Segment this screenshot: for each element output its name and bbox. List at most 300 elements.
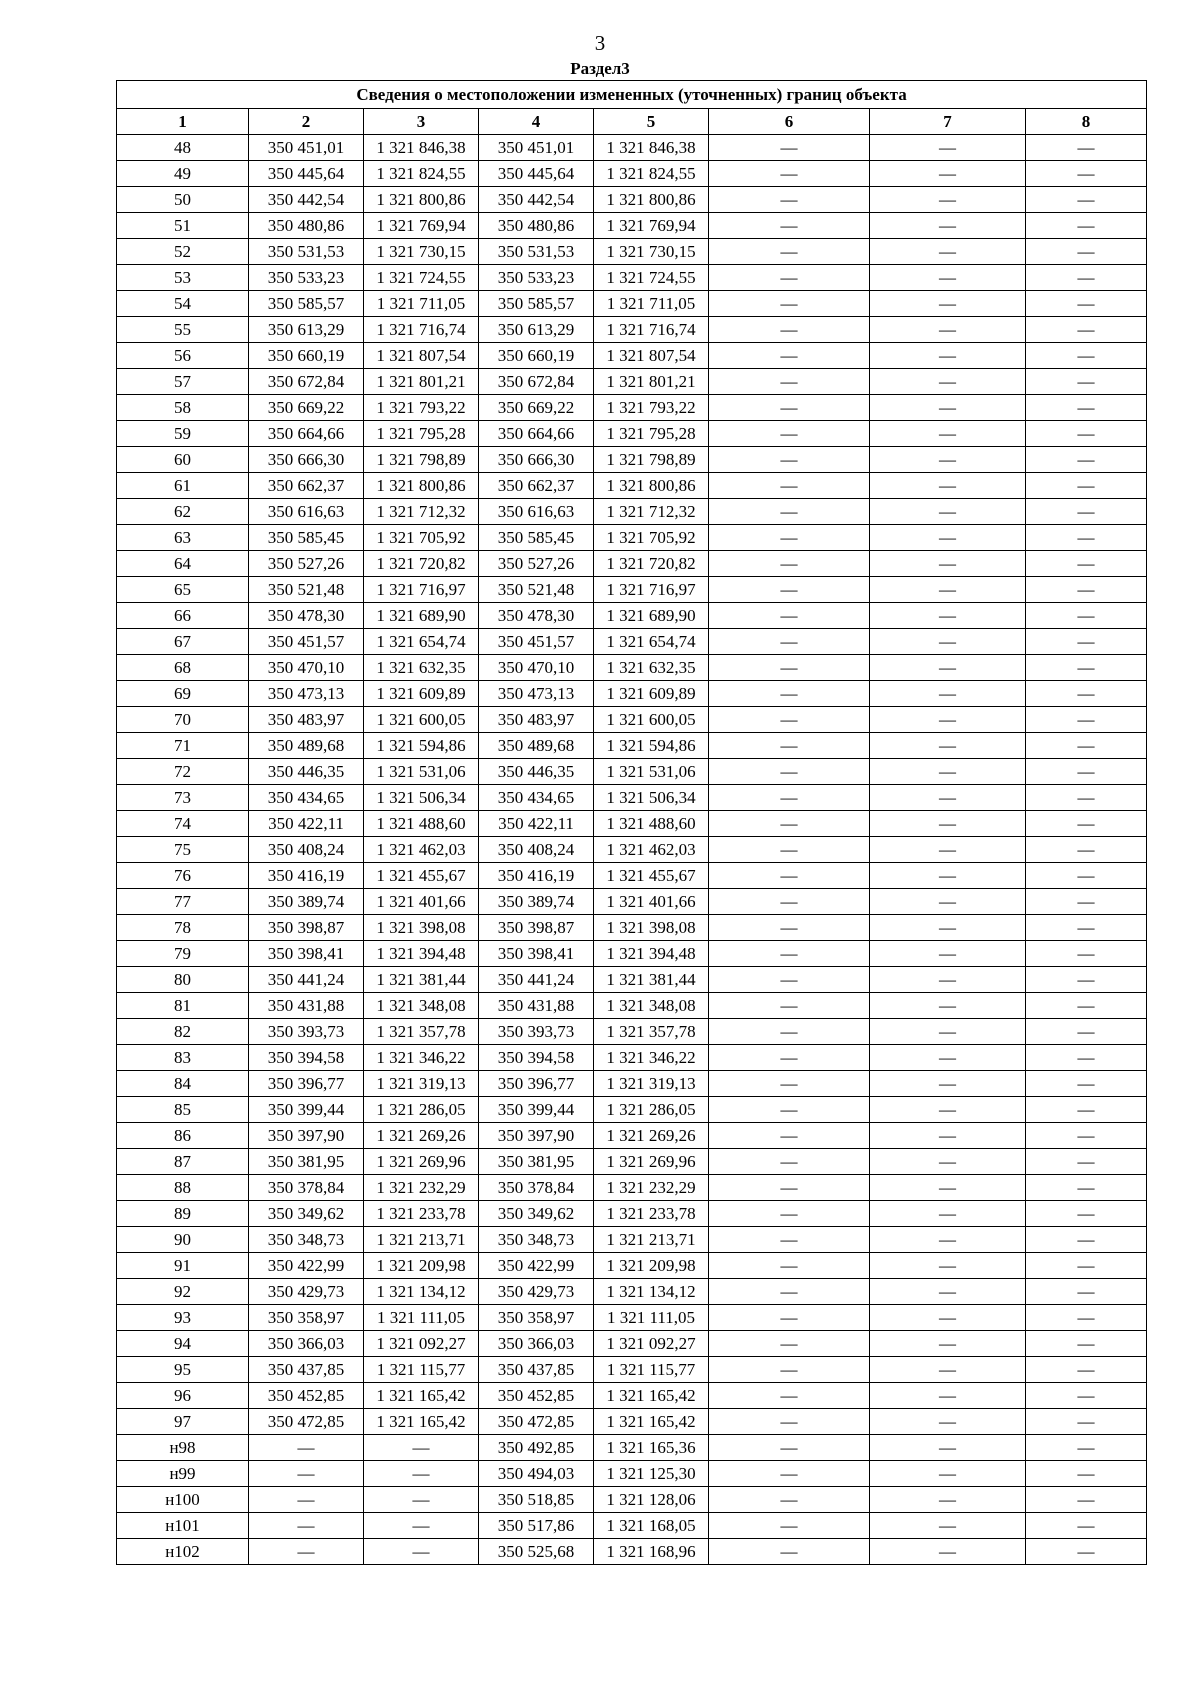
table-row bbox=[117, 447, 1147, 473]
table-cell: 1 321 824,55 bbox=[364, 161, 479, 187]
table-cell: — bbox=[709, 889, 870, 915]
table-cell: — bbox=[870, 863, 1026, 889]
table-cell: 75 bbox=[117, 837, 249, 863]
table-cell: 1 321 716,74 bbox=[364, 317, 479, 343]
table-row bbox=[117, 1383, 1147, 1409]
table-cell: 350 397,90 bbox=[249, 1123, 364, 1149]
table-cell: 350 480,86 bbox=[479, 213, 594, 239]
table-cell: 350 669,22 bbox=[479, 395, 594, 421]
table-cell: 1 321 398,08 bbox=[364, 915, 479, 941]
table-cell: 1 321 488,60 bbox=[594, 811, 709, 837]
table-row bbox=[117, 1461, 1147, 1487]
table-cell: — bbox=[1026, 889, 1147, 915]
table-cell: — bbox=[709, 1227, 870, 1253]
table-cell: 1 321 269,26 bbox=[364, 1123, 479, 1149]
table-cell: — bbox=[709, 1305, 870, 1331]
table-cell: — bbox=[870, 785, 1026, 811]
table-cell: 69 bbox=[117, 681, 249, 707]
table-cell: 350 451,57 bbox=[479, 629, 594, 655]
table-cell: 56 bbox=[117, 343, 249, 369]
table-cell: — bbox=[1026, 369, 1147, 395]
table-row bbox=[117, 369, 1147, 395]
table-cell: 1 321 115,77 bbox=[364, 1357, 479, 1383]
table-cell: 350 422,99 bbox=[249, 1253, 364, 1279]
table-cell: 1 321 724,55 bbox=[594, 265, 709, 291]
table-row bbox=[117, 525, 1147, 551]
table-cell: — bbox=[364, 1435, 479, 1461]
table-cell: — bbox=[709, 1487, 870, 1513]
table-cell: — bbox=[709, 915, 870, 941]
table-cell: — bbox=[870, 707, 1026, 733]
table-cell: 77 bbox=[117, 889, 249, 915]
table-row bbox=[117, 499, 1147, 525]
table-cell: 350 525,68 bbox=[479, 1539, 594, 1565]
table-cell: 350 431,88 bbox=[249, 993, 364, 1019]
table-cell: 1 321 462,03 bbox=[364, 837, 479, 863]
table-row bbox=[117, 239, 1147, 265]
table-cell: — bbox=[709, 161, 870, 187]
table-cell: — bbox=[870, 1019, 1026, 1045]
table-cell: — bbox=[709, 213, 870, 239]
table-cell: 1 321 801,21 bbox=[594, 369, 709, 395]
table-cell: 1 321 209,98 bbox=[364, 1253, 479, 1279]
table-cell: 1 321 165,36 bbox=[594, 1435, 709, 1461]
table-cell: — bbox=[709, 1513, 870, 1539]
table-cell: — bbox=[1026, 967, 1147, 993]
table-row bbox=[117, 759, 1147, 785]
table-row bbox=[117, 837, 1147, 863]
table-cell: 350 434,65 bbox=[249, 785, 364, 811]
table-cell: 350 494,03 bbox=[479, 1461, 594, 1487]
table-row bbox=[117, 655, 1147, 681]
table-cell: 350 585,57 bbox=[479, 291, 594, 317]
table-cell: 350 480,86 bbox=[249, 213, 364, 239]
column-header: 7 bbox=[870, 109, 1026, 135]
table-cell: — bbox=[1026, 603, 1147, 629]
table-cell: 1 321 798,89 bbox=[594, 447, 709, 473]
table-cell: — bbox=[709, 1461, 870, 1487]
table-cell: 1 321 600,05 bbox=[364, 707, 479, 733]
table-cell: н98 bbox=[117, 1435, 249, 1461]
table-cell: — bbox=[1026, 577, 1147, 603]
table-cell: — bbox=[870, 1409, 1026, 1435]
table-cell: 1 321 531,06 bbox=[594, 759, 709, 785]
table-cell: 350 437,85 bbox=[479, 1357, 594, 1383]
table-cell: — bbox=[1026, 1539, 1147, 1565]
table-cell: 350 434,65 bbox=[479, 785, 594, 811]
table-cell: — bbox=[709, 811, 870, 837]
table-cell: 350 473,13 bbox=[249, 681, 364, 707]
table-cell: 1 321 134,12 bbox=[364, 1279, 479, 1305]
table-cell: 48 bbox=[117, 135, 249, 161]
table-cell: — bbox=[709, 993, 870, 1019]
table-cell: — bbox=[1026, 759, 1147, 785]
table-cell: 350 660,19 bbox=[249, 343, 364, 369]
table-cell: 350 531,53 bbox=[249, 239, 364, 265]
table-cell: 1 321 111,05 bbox=[364, 1305, 479, 1331]
table-cell: 350 664,66 bbox=[249, 421, 364, 447]
table-cell: — bbox=[870, 369, 1026, 395]
table-cell: 1 321 232,29 bbox=[364, 1175, 479, 1201]
table-cell: 350 397,90 bbox=[479, 1123, 594, 1149]
table-cell: 350 616,63 bbox=[249, 499, 364, 525]
table-cell: 350 489,68 bbox=[479, 733, 594, 759]
table-cell: — bbox=[1026, 655, 1147, 681]
table-cell: 1 321 689,90 bbox=[364, 603, 479, 629]
table-cell: 1 321 795,28 bbox=[594, 421, 709, 447]
table-cell: — bbox=[709, 551, 870, 577]
table-cell: — bbox=[870, 993, 1026, 1019]
table-cell: 1 321 705,92 bbox=[364, 525, 479, 551]
table-cell: — bbox=[1026, 551, 1147, 577]
table-cell: 350 451,01 bbox=[249, 135, 364, 161]
table-cell: 350 666,30 bbox=[479, 447, 594, 473]
table-row bbox=[117, 1097, 1147, 1123]
table-cell: — bbox=[709, 759, 870, 785]
table-row bbox=[117, 1539, 1147, 1565]
table-cell: 350 613,29 bbox=[249, 317, 364, 343]
table-cell: 350 408,24 bbox=[479, 837, 594, 863]
table-cell: 60 bbox=[117, 447, 249, 473]
table-cell: — bbox=[709, 707, 870, 733]
table-cell: 350 521,48 bbox=[479, 577, 594, 603]
table-cell: — bbox=[870, 525, 1026, 551]
table-row bbox=[117, 473, 1147, 499]
table-cell: 49 bbox=[117, 161, 249, 187]
table-cell: — bbox=[870, 1045, 1026, 1071]
table-cell: 1 321 269,96 bbox=[364, 1149, 479, 1175]
table-cell: 350 416,19 bbox=[249, 863, 364, 889]
table-cell: 1 321 165,42 bbox=[364, 1383, 479, 1409]
table-cell: — bbox=[709, 1383, 870, 1409]
table-cell: — bbox=[709, 681, 870, 707]
table-cell: 350 518,85 bbox=[479, 1487, 594, 1513]
table-cell: — bbox=[1026, 1201, 1147, 1227]
table-cell: 1 321 609,89 bbox=[364, 681, 479, 707]
table-cell: 1 321 632,35 bbox=[594, 655, 709, 681]
table-cell: — bbox=[870, 1071, 1026, 1097]
table-cell: 50 bbox=[117, 187, 249, 213]
table-cell: — bbox=[249, 1539, 364, 1565]
table-cell: 96 bbox=[117, 1383, 249, 1409]
table-cell: — bbox=[249, 1513, 364, 1539]
table-cell: 350 533,23 bbox=[249, 265, 364, 291]
table-cell: — bbox=[870, 1513, 1026, 1539]
table-cell: 350 666,30 bbox=[249, 447, 364, 473]
table-cell: 1 321 800,86 bbox=[594, 187, 709, 213]
table-cell: 52 bbox=[117, 239, 249, 265]
table-cell: — bbox=[1026, 187, 1147, 213]
table-cell: 350 492,85 bbox=[479, 1435, 594, 1461]
table-cell: — bbox=[870, 317, 1026, 343]
table-cell: 350 470,10 bbox=[479, 655, 594, 681]
table-cell: 1 321 506,34 bbox=[364, 785, 479, 811]
table-cell: — bbox=[709, 1357, 870, 1383]
table-cell: — bbox=[1026, 707, 1147, 733]
table-cell: — bbox=[1026, 811, 1147, 837]
table-cell: — bbox=[1026, 1461, 1147, 1487]
table-cell: — bbox=[709, 1123, 870, 1149]
table-cell: — bbox=[709, 265, 870, 291]
column-header: 6 bbox=[709, 109, 870, 135]
table-cell: 350 349,62 bbox=[479, 1201, 594, 1227]
table-header-row bbox=[117, 109, 1147, 135]
table-cell: — bbox=[249, 1461, 364, 1487]
table-cell: — bbox=[870, 291, 1026, 317]
table-cell: 350 483,97 bbox=[249, 707, 364, 733]
table-cell: — bbox=[1026, 1149, 1147, 1175]
table-caption: Сведения о местоположении измененных (уточненных) границ объекта bbox=[117, 81, 1147, 109]
table-cell: 1 321 233,78 bbox=[364, 1201, 479, 1227]
table-row bbox=[117, 1357, 1147, 1383]
table-row bbox=[117, 1227, 1147, 1253]
table-cell: 80 bbox=[117, 967, 249, 993]
table-cell: 78 bbox=[117, 915, 249, 941]
table-row bbox=[117, 1305, 1147, 1331]
table-cell: — bbox=[709, 395, 870, 421]
table-cell: 350 416,19 bbox=[479, 863, 594, 889]
table-cell: 1 321 654,74 bbox=[364, 629, 479, 655]
table-row bbox=[117, 707, 1147, 733]
table-cell: — bbox=[364, 1513, 479, 1539]
table-cell: 1 321 632,35 bbox=[364, 655, 479, 681]
table-cell: 1 321 711,05 bbox=[594, 291, 709, 317]
table-cell: — bbox=[1026, 1097, 1147, 1123]
table-cell: — bbox=[870, 343, 1026, 369]
table-cell: 350 662,37 bbox=[249, 473, 364, 499]
table-cell: 350 472,85 bbox=[479, 1409, 594, 1435]
table-row bbox=[117, 577, 1147, 603]
table-cell: — bbox=[709, 1201, 870, 1227]
table-cell: 1 321 286,05 bbox=[594, 1097, 709, 1123]
table-cell: — bbox=[709, 135, 870, 161]
table-cell: н100 bbox=[117, 1487, 249, 1513]
table-cell: 53 bbox=[117, 265, 249, 291]
table-cell: 1 321 455,67 bbox=[594, 863, 709, 889]
table-cell: 76 bbox=[117, 863, 249, 889]
table-cell: 1 321 800,86 bbox=[364, 187, 479, 213]
table-cell: — bbox=[709, 577, 870, 603]
table-cell: 1 321 092,27 bbox=[364, 1331, 479, 1357]
table-cell: 350 660,19 bbox=[479, 343, 594, 369]
table-cell: 350 672,84 bbox=[249, 369, 364, 395]
table-cell: 1 321 730,15 bbox=[594, 239, 709, 265]
table-cell: 350 422,11 bbox=[249, 811, 364, 837]
column-header: 8 bbox=[1026, 109, 1147, 135]
table-cell: — bbox=[709, 1149, 870, 1175]
table-cell: 1 321 600,05 bbox=[594, 707, 709, 733]
table-cell: 1 321 793,22 bbox=[594, 395, 709, 421]
table-row bbox=[117, 1279, 1147, 1305]
table-cell: 1 321 798,89 bbox=[364, 447, 479, 473]
table-cell: 81 bbox=[117, 993, 249, 1019]
table-row bbox=[117, 265, 1147, 291]
table-cell: 1 321 165,42 bbox=[364, 1409, 479, 1435]
table-cell: — bbox=[1026, 1513, 1147, 1539]
table-row bbox=[117, 343, 1147, 369]
table-cell: 1 321 488,60 bbox=[364, 811, 479, 837]
table-row bbox=[117, 551, 1147, 577]
table-row bbox=[117, 629, 1147, 655]
table-cell: — bbox=[870, 603, 1026, 629]
table-cell: — bbox=[1026, 1409, 1147, 1435]
table-cell: — bbox=[709, 473, 870, 499]
table-cell: 350 616,63 bbox=[479, 499, 594, 525]
table-cell: 1 321 712,32 bbox=[364, 499, 479, 525]
table-cell: — bbox=[870, 1305, 1026, 1331]
table-cell: 1 321 711,05 bbox=[364, 291, 479, 317]
table-cell: 1 321 506,34 bbox=[594, 785, 709, 811]
table-cell: 58 bbox=[117, 395, 249, 421]
table-cell: — bbox=[709, 941, 870, 967]
table-cell: — bbox=[870, 1487, 1026, 1513]
table-cell: 350 431,88 bbox=[479, 993, 594, 1019]
table-cell: 350 348,73 bbox=[249, 1227, 364, 1253]
table-cell: — bbox=[870, 473, 1026, 499]
table-cell: 350 442,54 bbox=[479, 187, 594, 213]
table-row bbox=[117, 395, 1147, 421]
table-cell: 1 321 720,82 bbox=[364, 551, 479, 577]
table-cell: — bbox=[870, 1123, 1026, 1149]
table-cell: н99 bbox=[117, 1461, 249, 1487]
table-cell: — bbox=[1026, 785, 1147, 811]
table-cell: — bbox=[1026, 1357, 1147, 1383]
column-header: 2 bbox=[249, 109, 364, 135]
table-cell: 1 321 401,66 bbox=[364, 889, 479, 915]
table-cell: 67 bbox=[117, 629, 249, 655]
table-row bbox=[117, 1149, 1147, 1175]
table-cell: 350 437,85 bbox=[249, 1357, 364, 1383]
table-cell: — bbox=[709, 525, 870, 551]
table-cell: 79 bbox=[117, 941, 249, 967]
table-cell: — bbox=[870, 187, 1026, 213]
table-cell: — bbox=[870, 967, 1026, 993]
table-cell: — bbox=[1026, 915, 1147, 941]
table-cell: 54 bbox=[117, 291, 249, 317]
table-cell: 82 bbox=[117, 1019, 249, 1045]
table-row bbox=[117, 135, 1147, 161]
table-cell: — bbox=[870, 837, 1026, 863]
table-cell: 55 bbox=[117, 317, 249, 343]
table-cell: 350 478,30 bbox=[249, 603, 364, 629]
table-row bbox=[117, 1045, 1147, 1071]
table-cell: — bbox=[870, 889, 1026, 915]
table-cell: — bbox=[870, 447, 1026, 473]
table-cell: 350 396,77 bbox=[249, 1071, 364, 1097]
table-cell: — bbox=[870, 1331, 1026, 1357]
table-cell: — bbox=[1026, 343, 1147, 369]
table-cell: — bbox=[870, 733, 1026, 759]
column-header: 4 bbox=[479, 109, 594, 135]
table-cell: — bbox=[709, 967, 870, 993]
table-cell: 90 bbox=[117, 1227, 249, 1253]
column-header: 1 bbox=[117, 109, 249, 135]
table-cell: 350 398,87 bbox=[479, 915, 594, 941]
table-row bbox=[117, 317, 1147, 343]
table-cell: — bbox=[870, 265, 1026, 291]
table-cell: 1 321 233,78 bbox=[594, 1201, 709, 1227]
table-row bbox=[117, 213, 1147, 239]
table-cell: — bbox=[709, 863, 870, 889]
table-cell: — bbox=[1026, 1305, 1147, 1331]
table-cell: 350 429,73 bbox=[249, 1279, 364, 1305]
table-cell: 350 669,22 bbox=[249, 395, 364, 421]
table-cell: — bbox=[709, 1045, 870, 1071]
table-cell: 350 394,58 bbox=[249, 1045, 364, 1071]
table-cell: — bbox=[709, 1097, 870, 1123]
table-cell: — bbox=[709, 447, 870, 473]
table-cell: — bbox=[709, 837, 870, 863]
table-cell: — bbox=[364, 1487, 479, 1513]
table-row bbox=[117, 811, 1147, 837]
table-row bbox=[117, 785, 1147, 811]
table-cell: 1 321 269,26 bbox=[594, 1123, 709, 1149]
table-cell: — bbox=[870, 1227, 1026, 1253]
table-cell: 350 348,73 bbox=[479, 1227, 594, 1253]
table-cell: — bbox=[709, 291, 870, 317]
table-cell: 1 321 705,92 bbox=[594, 525, 709, 551]
table-cell: — bbox=[1026, 681, 1147, 707]
table-cell: — bbox=[1026, 395, 1147, 421]
table-cell: — bbox=[1026, 1227, 1147, 1253]
table-cell: 1 321 125,30 bbox=[594, 1461, 709, 1487]
table-cell: 1 321 319,13 bbox=[594, 1071, 709, 1097]
table-cell: 51 bbox=[117, 213, 249, 239]
table-cell: — bbox=[870, 941, 1026, 967]
table-cell: н102 bbox=[117, 1539, 249, 1565]
table-cell: 1 321 168,05 bbox=[594, 1513, 709, 1539]
table-cell: — bbox=[709, 239, 870, 265]
table-cell: 93 bbox=[117, 1305, 249, 1331]
table-cell: 1 321 232,29 bbox=[594, 1175, 709, 1201]
table-cell: 72 bbox=[117, 759, 249, 785]
table-cell: — bbox=[709, 317, 870, 343]
table-cell: 350 366,03 bbox=[249, 1331, 364, 1357]
table-cell: 84 bbox=[117, 1071, 249, 1097]
table-row bbox=[117, 993, 1147, 1019]
table-cell: 350 446,35 bbox=[479, 759, 594, 785]
table-cell: 350 527,26 bbox=[249, 551, 364, 577]
table-cell: 1 321 654,74 bbox=[594, 629, 709, 655]
table-cell: — bbox=[870, 551, 1026, 577]
table-cell: 1 321 807,54 bbox=[594, 343, 709, 369]
table-cell: 350 585,45 bbox=[479, 525, 594, 551]
table-cell: — bbox=[1026, 1383, 1147, 1409]
table-cell: 1 321 455,67 bbox=[364, 863, 479, 889]
table-row bbox=[117, 187, 1147, 213]
table-cell: 350 389,74 bbox=[479, 889, 594, 915]
table-cell: 350 393,73 bbox=[249, 1019, 364, 1045]
table-cell: 350 389,74 bbox=[249, 889, 364, 915]
table-cell: — bbox=[870, 1383, 1026, 1409]
table-cell: — bbox=[1026, 473, 1147, 499]
table-cell: 64 bbox=[117, 551, 249, 577]
table-cell: 350 399,44 bbox=[479, 1097, 594, 1123]
table-cell: 1 321 357,78 bbox=[594, 1019, 709, 1045]
table-cell: 1 321 824,55 bbox=[594, 161, 709, 187]
table-row bbox=[117, 1201, 1147, 1227]
table-cell: — bbox=[870, 811, 1026, 837]
table-row bbox=[117, 421, 1147, 447]
table-row bbox=[117, 1123, 1147, 1149]
table-cell: 94 bbox=[117, 1331, 249, 1357]
table-cell: — bbox=[709, 785, 870, 811]
table-cell: 92 bbox=[117, 1279, 249, 1305]
table-cell: 65 bbox=[117, 577, 249, 603]
table-cell: 1 321 716,97 bbox=[364, 577, 479, 603]
table-cell: 350 521,48 bbox=[249, 577, 364, 603]
table-cell: 1 321 730,15 bbox=[364, 239, 479, 265]
